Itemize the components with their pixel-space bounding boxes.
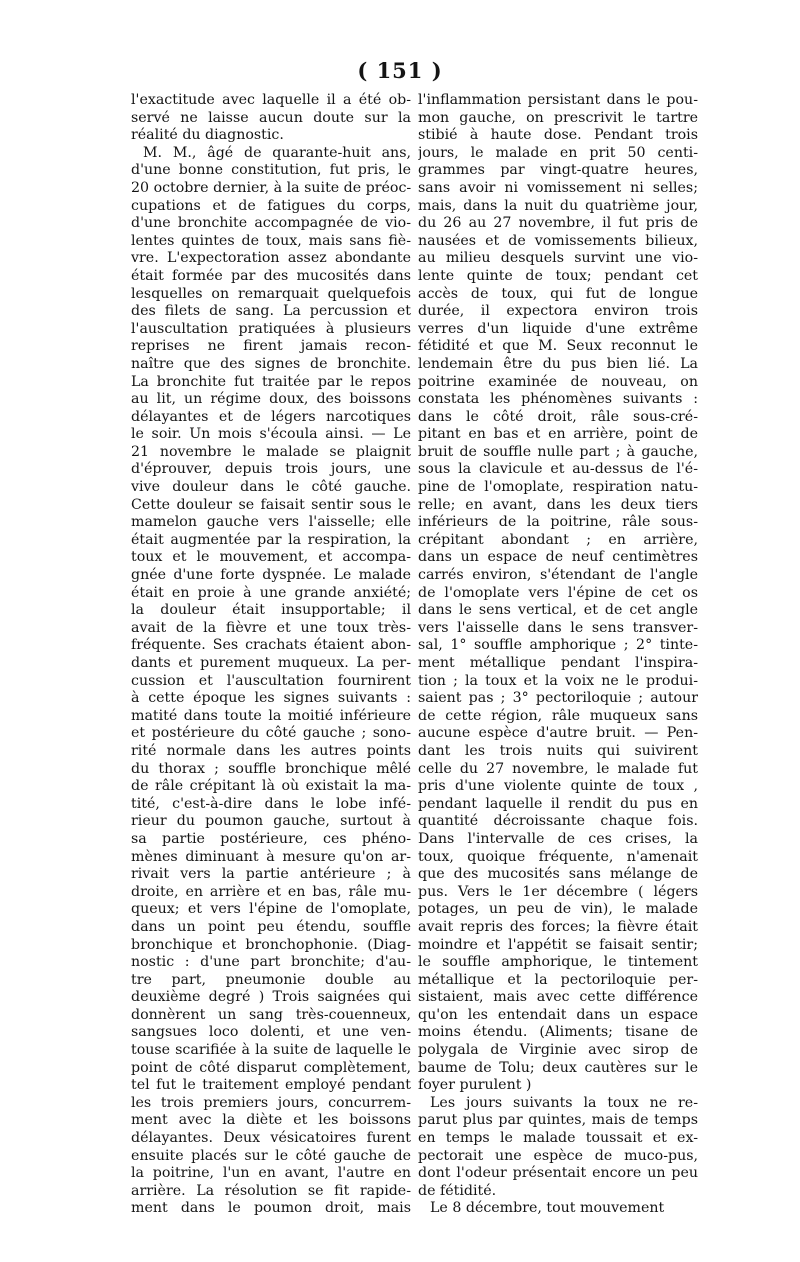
text-line: nostic : d'une part bronchite; d'au-: [131, 954, 411, 971]
text-line: quantité décroissante chaque fois.: [418, 813, 698, 830]
text-line: l'auscultation pratiquées à plusieurs: [131, 320, 411, 337]
text-line: mais, dans la nuit du quatrième jour,: [418, 197, 698, 214]
text-line: la douleur était insupportable; il: [131, 602, 411, 619]
text-line: dans le sens vertical, et de cet angle: [418, 602, 698, 619]
text-line: dant les trois nuits qui suivirent: [418, 742, 698, 759]
text-line: tité, c'est-à-dire dans le lobe infé-: [131, 795, 411, 812]
text-line: stibié à haute dose. Pendant trois: [418, 127, 698, 144]
text-line: rieur du poumon gauche, surtout à: [131, 813, 411, 830]
text-line: vre. L'expectoration assez abondante: [131, 250, 411, 267]
text-line: était augmentée par la respiration, la: [131, 531, 411, 548]
text-line: tre part, pneumonie double au: [131, 971, 411, 988]
text-line: 21 novembre le malade se plaignit: [131, 443, 411, 460]
text-line: réalité du diagnostic.: [131, 127, 284, 144]
text-line: dans un espace de neuf centimètres: [418, 549, 698, 566]
text-line: jours, le malade en prit 50 centi-: [418, 144, 698, 161]
text-line: ensuite placés sur le côté gauche de: [131, 1147, 411, 1164]
text-line: lente quinte de toux; pendant cet: [418, 267, 698, 284]
text-line: au lit, un régime doux, des boissons: [131, 391, 411, 408]
text-line: vers l'aisselle dans le sens transver-: [418, 619, 698, 636]
text-line: La bronchite fut traitée par le repos: [131, 373, 411, 390]
text-line: d'une bonne constitution, fut pris, le: [131, 162, 411, 179]
text-line: en temps le malade toussait et ex-: [418, 1130, 698, 1147]
text-line: sangsues loco dolenti, et une ven-: [131, 1024, 411, 1041]
text-line: tion ; la toux et la voix ne le produi-: [418, 672, 698, 689]
text-line: vive douleur dans le côté gauche.: [131, 479, 411, 496]
text-line: de cette région, râle muqueux sans: [418, 707, 698, 724]
text-line: des filets de sang. La percussion et: [131, 303, 411, 320]
text-line: du 26 au 27 novembre, il fut pris de: [418, 215, 698, 232]
text-line: l'exactitude avec laquelle il a été ob-: [131, 92, 411, 108]
text-line: accès de toux, qui fut de longue: [418, 285, 698, 302]
text-line: gnée d'une forte dyspnée. Le malade: [131, 567, 411, 584]
text-line: métallique et la pectoriloquie per-: [418, 971, 698, 988]
text-line: relle; en avant, dans les deux tiers: [418, 496, 698, 513]
text-line: celle du 27 novembre, le malade fut: [418, 760, 698, 777]
text-line: matité dans toute la moitié inférieure: [131, 707, 411, 724]
text-line: mènes diminuant à mesure qu'on ar-: [131, 848, 411, 865]
text-line: touse scarifiée à la suite de laquelle le: [131, 1042, 411, 1059]
text-line: toux, quoique fréquente, n'amenait: [418, 848, 698, 865]
text-line: durée, il expectora environ trois: [418, 303, 698, 320]
text-line: la poitrine, l'un en avant, l'autre en: [131, 1165, 411, 1182]
text-line: droite, en arrière et en bas, râle mu-: [131, 883, 411, 900]
text-line: bronchique et bronchophonie. (Diag-: [131, 936, 411, 953]
text-line: queux; et vers l'épine de l'omoplate,: [131, 901, 411, 918]
text-line: pus. Vers le 1er décembre ( légers: [418, 883, 698, 900]
text-line: fétidité et que M. Seux reconnut le: [418, 338, 698, 355]
text-line: sal, 1° souffle amphorique ; 2° tinte-: [418, 637, 698, 654]
text-line: reprises ne firent jamais recon-: [131, 338, 411, 355]
text-line: poitrine examinée de nouveau, on: [418, 373, 698, 390]
text-line: grammes par vingt-quatre heures,: [418, 162, 698, 179]
text-line: dans un point peu étendu, souffle: [131, 918, 411, 935]
text-line: naître que des signes de bronchite.: [131, 355, 411, 372]
text-line: sistaient, mais avec cette différence: [418, 989, 698, 1006]
text-line: pectorait une espèce de muco-pus,: [418, 1147, 698, 1164]
text-line: moins étendu. (Aliments; tisane de: [418, 1024, 698, 1041]
text-line: pitant en bas et en arrière, point de: [418, 426, 698, 443]
text-line: dants et purement muqueux. La per-: [131, 655, 411, 671]
text-line: à cette époque les signes suivants :: [131, 690, 411, 707]
text-line: pine de l'omoplate, respiration natu-: [418, 479, 698, 496]
text-line: bruit de souffle nulle part ; à gauche,: [418, 443, 698, 460]
text-line: Les jours suivants la toux ne re-: [430, 1094, 698, 1111]
text-line: verres d'un liquide d'une extrême: [418, 320, 698, 337]
left-text-column: [131, 92, 411, 1218]
text-line: nausées et de vomissements bilieux,: [418, 232, 698, 249]
text-line: inférieurs de la poitrine, râle sous-: [418, 514, 698, 531]
text-line: cussion et l'auscultation fournirent: [131, 672, 411, 689]
text-line: Dans l'intervalle de ces crises, la: [418, 830, 698, 847]
text-line: servé ne laisse aucun doute sur la: [131, 109, 411, 126]
text-line: donnèrent un sang très-couenneux,: [131, 1006, 411, 1023]
text-line: Le 8 décembre, tout mouvement: [430, 1200, 665, 1217]
text-line: rité normale dans les autres points: [131, 742, 411, 759]
text-line: sa partie postérieure, ces phéno-: [131, 830, 411, 847]
text-line: aucune espèce d'autre bruit. — Pen-: [418, 725, 698, 742]
text-line: du thorax ; souffle bronchique mêlé: [131, 760, 411, 777]
text-line: 20 octobre dernier, à la suite de préoc-: [131, 179, 411, 196]
text-line: avait repris des forces; la fièvre était: [418, 918, 698, 935]
page-number: ( 151 ): [357, 58, 443, 83]
text-line: lentes quintes de toux, mais sans fiè-: [131, 232, 411, 249]
text-line: de râle crépitant là où existait la ma-: [131, 778, 411, 795]
right-text-column: [418, 92, 698, 1218]
text-line: point de côté disparut complètement,: [131, 1059, 411, 1076]
text-line: polygala de Virginie avec sirop de: [418, 1042, 698, 1059]
text-line: était en proie à une grande anxiété;: [131, 584, 411, 601]
text-line: les trois premiers jours, concurrem-: [131, 1094, 411, 1111]
text-line: parut plus par quintes, mais de temps: [418, 1112, 698, 1129]
text-line: constata les phénomènes suivants :: [418, 391, 698, 408]
text-line: d'éprouver, depuis trois jours, une: [131, 461, 411, 478]
text-line: lesquelles on remarquait quelquefois: [131, 285, 411, 302]
text-line: de fétidité.: [418, 1182, 497, 1199]
text-line: l'inflammation persistant dans le pou-: [418, 92, 698, 108]
text-line: le souffle amphorique, le tintement: [418, 954, 698, 971]
text-line: avait de la fièvre et une toux très-: [131, 619, 411, 636]
text-line: carrés environ, s'étendant de l'angle: [418, 567, 698, 584]
text-line: deuxième degré ) Trois saignées qui: [131, 989, 411, 1006]
text-line: qu'on les entendait dans un espace: [418, 1006, 698, 1023]
text-line: sans avoir ni vomissement ni selles;: [418, 179, 698, 196]
text-line: saient pas ; 3° pectoriloquie ; autour: [418, 690, 698, 707]
text-line: moindre et l'appétit se faisait sentir;: [418, 936, 698, 953]
text-line: fréquente. Ses crachats étaient abon-: [131, 637, 411, 654]
text-line: potages, un peu de vin), le malade: [418, 901, 698, 918]
text-line: pris d'une violente quinte de toux ,: [418, 778, 698, 795]
text-line: dans le côté droit, râle sous-cré-: [418, 408, 698, 425]
text-line: ment avec la diète et les boissons: [131, 1112, 411, 1129]
text-line: mon gauche, on prescrivit le tartre: [418, 109, 698, 126]
text-line: au milieu desquels survint une vio-: [418, 250, 698, 267]
text-line: arrière. La résolution se fit rapide-: [131, 1182, 411, 1199]
text-line: toux et le mouvement, et accompa-: [131, 549, 411, 566]
text-line: baume de Tolu; deux cautères sur le: [418, 1059, 698, 1076]
text-line: tel fut le traitement employé pendant: [131, 1077, 411, 1094]
text-line: pendant laquelle il rendit du pus en: [418, 795, 698, 812]
text-line: crépitant abondant ; en arrière,: [418, 531, 698, 548]
text-line: le soir. Un mois s'écoula ainsi. — Le: [131, 426, 411, 443]
text-line: ment métallique pendant l'inspira-: [418, 655, 698, 671]
text-line: ment dans le poumon droit, mais: [131, 1200, 411, 1217]
text-line: était formée par des mucosités dans: [131, 267, 411, 284]
text-line: lendemain être du pus bien lié. La: [418, 355, 698, 372]
text-line: Cette douleur se faisait sentir sous le: [131, 496, 411, 513]
text-line: que des mucosités sans mélange de: [418, 866, 698, 883]
text-line: délayantes et de légers narcotiques: [131, 408, 411, 425]
text-line: rivait vers la partie antérieure ; à: [131, 866, 411, 883]
text-line: dont l'odeur présentait encore un peu: [418, 1165, 698, 1182]
text-line: d'une bronchite accompagnée de vio-: [131, 215, 411, 232]
text-line: de l'omoplate vers l'épine de cet os: [418, 584, 698, 601]
text-line: sous la clavicule et au-dessus de l'é-: [418, 461, 698, 478]
text-line: délayantes. Deux vésicatoires furent: [131, 1130, 411, 1147]
text-line: mamelon gauche vers l'aisselle; elle: [131, 514, 411, 531]
text-line: M. M., âgé de quarante-huit ans,: [143, 144, 411, 161]
text-line: cupations et de fatigues du corps,: [131, 197, 411, 214]
text-line: foyer purulent ): [418, 1077, 532, 1094]
text-line: et postérieure du côté gauche ; sono-: [131, 725, 411, 742]
